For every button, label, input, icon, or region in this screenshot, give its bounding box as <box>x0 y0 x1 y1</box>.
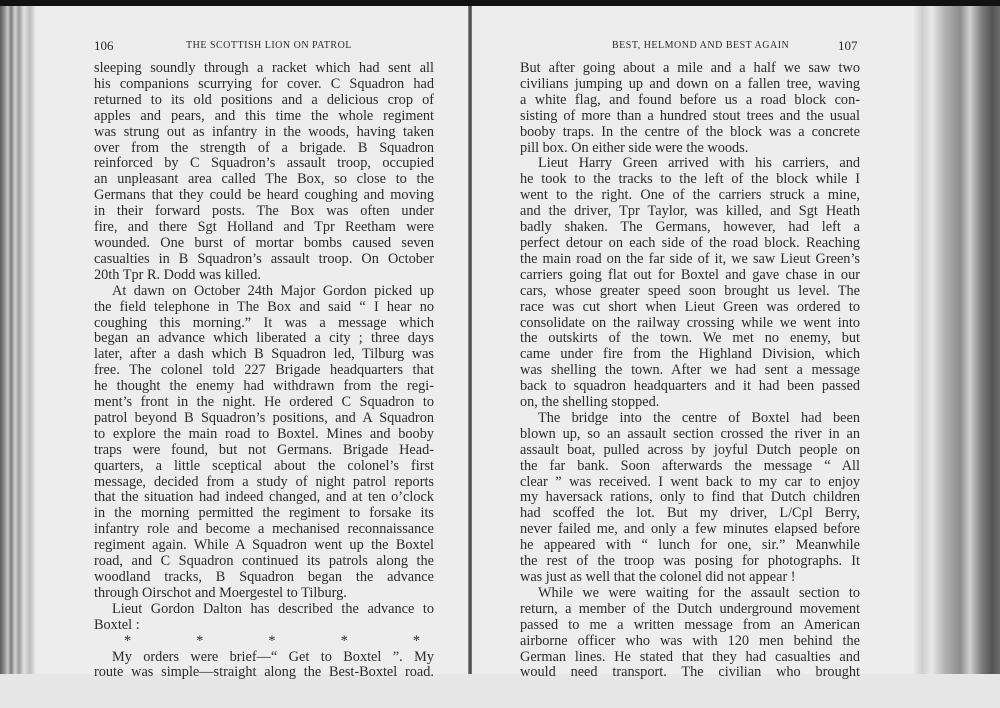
text-line: perfect detour on each side of the road block. Reaching <box>520 235 860 251</box>
text-line: fire, and there Sgt Holland and Tpr Reetham were <box>94 220 434 236</box>
text-line: later, after a dash which B Squadron led, Tilburg was <box>94 347 434 363</box>
text-line: apples and pears, and this time the whole regiment <box>94 108 434 124</box>
text-line: the field telephone in The Box and said “ I hear no <box>94 299 434 315</box>
text-line: free. The colonel told 227 Brigade headquarters that <box>94 363 434 379</box>
text-line: and the driver, Tpr Taylor, was killed, and Sgt Heath <box>520 204 860 220</box>
text-line: Lieut Gordon Dalton has described the advance to <box>112 601 434 617</box>
text-line: returned to its old positions and a delicious crop of <box>94 92 434 108</box>
text-line: airborne officer who was with 120 men behind the <box>520 633 860 649</box>
text-line: But after going about a mile and a half we saw two <box>520 61 860 76</box>
text-line: My orders were brief—“ Get to Boxtel ”. My <box>112 649 434 665</box>
left-page <box>36 6 468 681</box>
text-line: was just as well that the colonel did not appear ! <box>520 570 796 585</box>
right-page-body <box>520 61 860 681</box>
text-line: was shelling the town. After we had sent a message <box>520 363 860 379</box>
text-line: over from the strength of a brigade. B Squadron <box>94 140 434 156</box>
text-line: At dawn on October 24th Major Gordon picked up <box>112 283 434 299</box>
text-line: Germans that they could be heard coughing and moving <box>94 188 434 204</box>
text-line: return, a member of the Dutch underground movement <box>520 601 860 617</box>
text-line: the outskirts of the town. We met no enemy, but <box>520 331 860 347</box>
text-line: he took to the tracks to the left of the block while I <box>520 172 860 188</box>
text-line: sisting of more than a hundred stout trees and the usual <box>520 108 860 124</box>
text-line: While we were waiting for the assault section to <box>538 585 860 601</box>
text-line: began an advance which liberated a city ; three days <box>94 331 434 347</box>
right-page <box>472 6 912 681</box>
text-line: The bridge into the centre of Boxtel had been <box>538 410 860 426</box>
text-line: the far bank. Soon afterwards the message “ All <box>520 458 860 474</box>
text-line: booby traps. In the centre of the block was a concrete <box>520 124 860 140</box>
text-line: German lines. He stated that they had casualties and <box>520 649 860 665</box>
text-line: cars, whose greater speed soon brought us level. The <box>520 283 860 299</box>
text-line: assault boat, pulled across by joyful Dutch people on <box>520 442 860 458</box>
left-book-edge <box>0 6 36 674</box>
text-line: reinforced by C Squadron’s assault troop, occupied <box>94 156 434 172</box>
text-line: would need transport. The civilian who brought <box>520 665 860 681</box>
text-line: consolidate on the railway crossing while we went into <box>520 315 860 331</box>
text-line: back to squadron headquarters and it had been passed <box>520 379 860 395</box>
text-line: that the situation had indeed changed, and at ten o’clock <box>94 490 434 506</box>
text-line: was strung out as infantry in the woods, having taken <box>94 124 434 140</box>
section-break-asterisks: * * * * * <box>124 633 434 649</box>
text-line: went to the right. One of the carriers struck a mine, <box>520 188 860 204</box>
text-line: casualties in B Squadron’s assault troop. On October <box>94 251 434 267</box>
text-line: his companions scurrying for cover. C Squadron had <box>94 76 434 92</box>
text-line: coughing this morning.” It was a message which <box>94 315 434 331</box>
text-line: traps were found, but not Germans. Brigade Head- <box>94 442 434 458</box>
text-line: ment’s front in the night. He ordered C Squadron to <box>94 395 434 411</box>
text-line: a white flag, and found before us a road block con- <box>520 92 860 108</box>
text-line: patrol beyond B Squadron’s positions, and A Squadron <box>94 410 434 426</box>
left-running-head: THE SCOTTISH LION ON PATROL <box>186 40 352 51</box>
text-line: he appeared with “ lunch for one, sir.” Meanwhile <box>520 538 860 554</box>
text-line: he thought the enemy had withdrawn from the regi- <box>94 379 434 395</box>
text-line: carriers going flat out for Boxtel and gave chase in our <box>520 267 860 283</box>
text-line: sleeping soundly through a racket which had sent all <box>94 61 434 76</box>
text-line: 20th Tpr R. Dodd was killed. <box>94 267 261 283</box>
left-page-number: 106 <box>94 38 114 53</box>
text-line: came under fire from the Highland Division, which <box>520 347 860 363</box>
right-page-number: 107 <box>838 38 858 53</box>
right-running-head: BEST, HELMOND AND BEST AGAIN <box>612 40 790 51</box>
left-page-body <box>94 61 434 681</box>
text-line: woodland tracks, B Squadron began the advance <box>94 570 434 585</box>
text-line: had scoffed the lot. But my driver, L/Cpl Berry, <box>520 506 860 522</box>
text-line: passed to me a written message from an American <box>520 617 860 633</box>
text-line: in the morning permitted the regiment to forsake its <box>94 506 434 522</box>
text-line: Lieut Harry Green arrived with his carriers, and <box>538 156 860 172</box>
text-line: my haversack rations, only to find that Dutch children <box>520 490 860 506</box>
text-line: to explore the main road to Boxtel. Mines and booby <box>94 426 434 442</box>
text-line: race was cut short when Lieut Green was ordered to <box>520 299 860 315</box>
text-line: route was simple—straight along the Best-Boxtel road. <box>94 665 434 681</box>
text-line: Boxtel : <box>94 617 140 633</box>
text-line: blown up, so an assault section crossed the river in an <box>520 426 860 442</box>
text-line: the rest of the troop was posing for photographs. It <box>520 554 860 570</box>
text-line: road, and C Squadron continued its patrols along the <box>94 554 434 570</box>
text-line: clear ” was received. I went back to my car to enjoy <box>520 474 860 490</box>
text-line: an unpleasant area called The Box, so close to the <box>94 172 434 188</box>
text-line: never failed me, and only a few minutes elapsed before <box>520 522 860 538</box>
text-line: message, decided from a study of night patrol reports <box>94 474 434 490</box>
text-line: civilians jumping up and down on a fallen tree, waving <box>520 76 860 92</box>
text-line: wounded. One burst of mortar bombs caused seven <box>94 235 434 251</box>
text-line: the main road on the far side of it, we saw Lieut Green’s <box>520 251 860 267</box>
text-line: through Oirschot and Moergestel to Tilburg. <box>94 585 347 601</box>
text-line: quarters, a little sceptical about the colonel’s first <box>94 458 434 474</box>
text-line: badly shaken. The Germans, however, had left a <box>520 220 860 236</box>
right-book-edge <box>912 6 1000 674</box>
text-line: pill box. On either side were the woods. <box>520 140 749 156</box>
text-line: infantry role and become a mechanised reconnaissance <box>94 522 434 538</box>
text-line: regiment again. While A Squadron went up the Boxtel <box>94 538 434 554</box>
text-line: in their forward posts. The Box was often under <box>94 204 434 220</box>
text-line: on, the shelling stopped. <box>520 395 660 411</box>
